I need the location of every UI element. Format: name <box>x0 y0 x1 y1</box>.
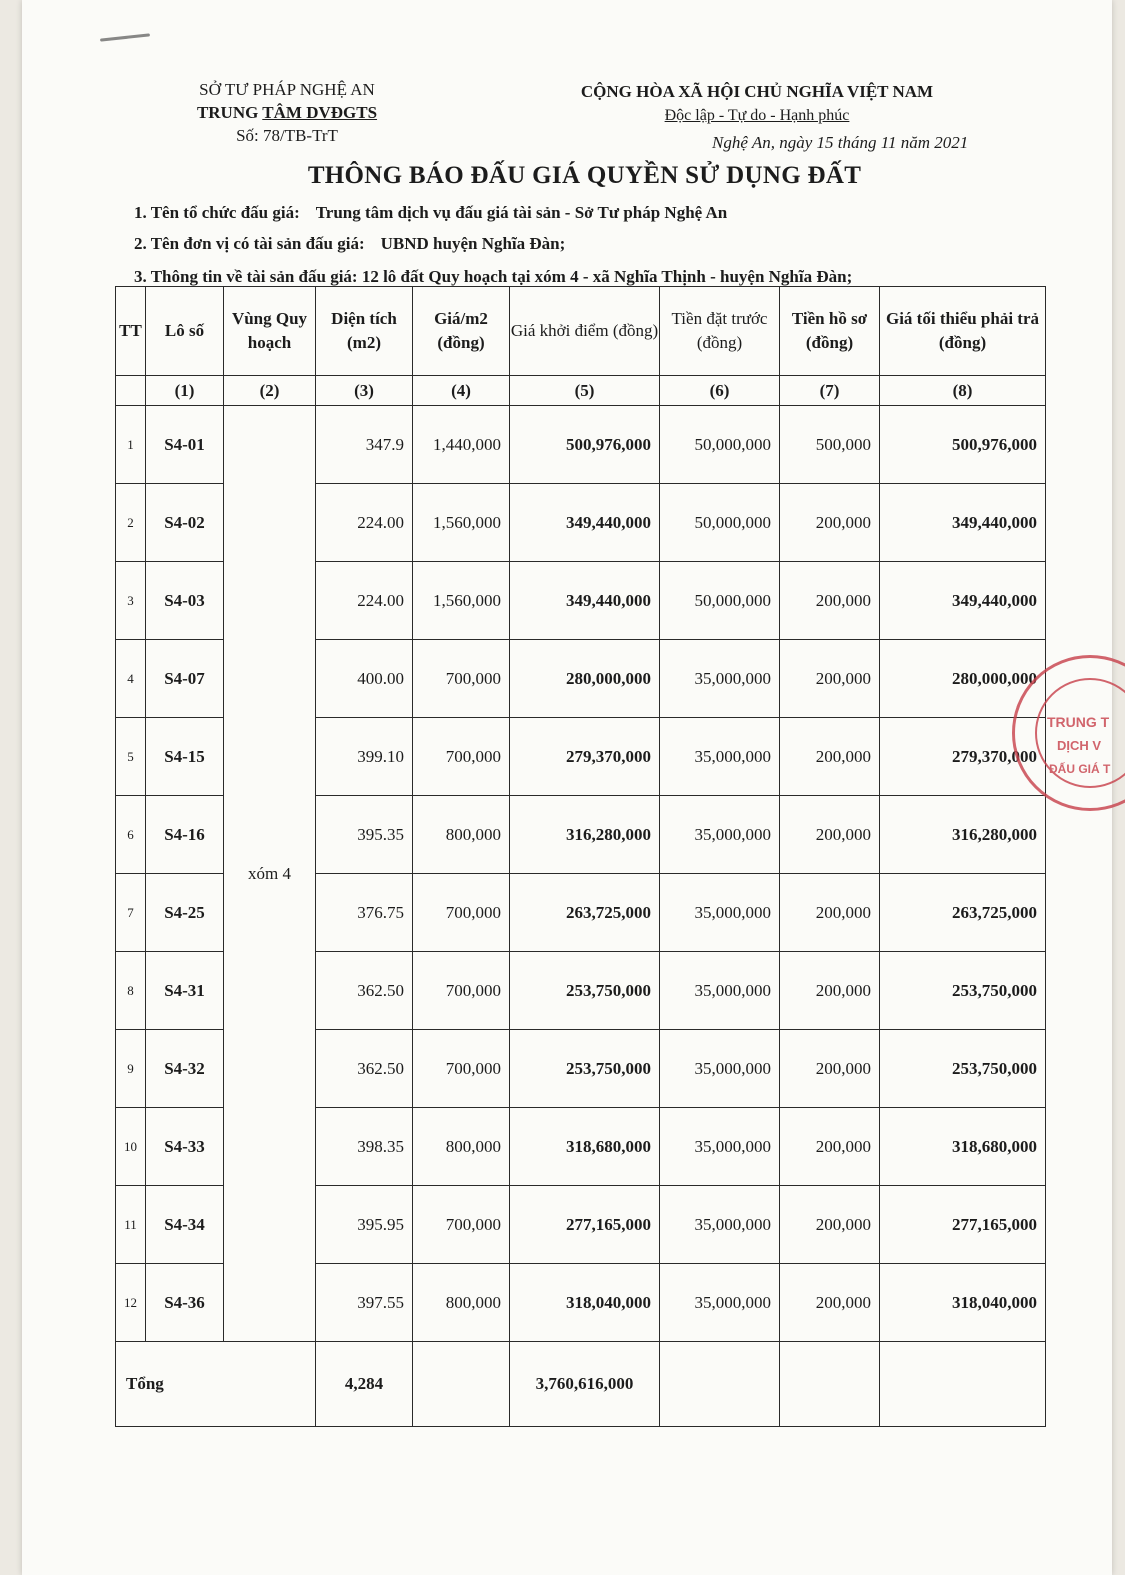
total-empty-cell <box>413 1342 510 1427</box>
min-price-cell: 280,000,000 <box>880 640 1046 718</box>
header-cell: Vùng Quy hoạch <box>224 287 316 376</box>
row-number-cell: 8 <box>116 952 146 1030</box>
min-price-cell: 318,680,000 <box>880 1108 1046 1186</box>
total-label: Tổng <box>116 1342 316 1427</box>
row-number-cell: 9 <box>116 1030 146 1108</box>
fee-cell: 200,000 <box>780 1186 880 1264</box>
doc-number: Số: 78/TB-TrT <box>236 126 338 145</box>
row-number-cell: 10 <box>116 1108 146 1186</box>
deposit-cell: 50,000,000 <box>660 406 780 484</box>
lot-cell: S4-03 <box>146 562 224 640</box>
table-body <box>116 406 1046 1342</box>
column-number-cell: (2) <box>224 376 316 406</box>
header-cell: Tiền đặt trước (đồng) <box>660 287 780 376</box>
info-line-2: 2. Tên đơn vị có tài sản đấu giá: UBND huyện Nghĩa Đàn; <box>134 234 566 253</box>
min-price-cell: 316,280,000 <box>880 796 1046 874</box>
row-number-cell: 2 <box>116 484 146 562</box>
total-start-price: 3,760,616,000 <box>510 1342 660 1427</box>
row-number-cell: 12 <box>116 1264 146 1342</box>
deposit-cell: 35,000,000 <box>660 796 780 874</box>
lot-cell: S4-25 <box>146 874 224 952</box>
price-m2-cell: 700,000 <box>413 1186 510 1264</box>
min-price-cell: 253,750,000 <box>880 1030 1046 1108</box>
start-price-cell: 318,680,000 <box>510 1108 660 1186</box>
stamp-text: TRUNG T <box>1047 714 1110 730</box>
column-number-cell: (6) <box>660 376 780 406</box>
deposit-cell: 35,000,000 <box>660 718 780 796</box>
fee-cell: 200,000 <box>780 796 880 874</box>
row-number-cell: 1 <box>116 406 146 484</box>
start-price-cell: 277,165,000 <box>510 1186 660 1264</box>
price-m2-cell: 800,000 <box>413 796 510 874</box>
row-number-cell: 4 <box>116 640 146 718</box>
start-price-cell: 279,370,000 <box>510 718 660 796</box>
header-cell: Giá khởi điểm (đồng) <box>510 287 660 376</box>
start-price-cell: 280,000,000 <box>510 640 660 718</box>
price-m2-cell: 700,000 <box>413 640 510 718</box>
fee-cell: 500,000 <box>780 406 880 484</box>
area-cell: 400.00 <box>316 640 413 718</box>
area-cell: 362.50 <box>316 1030 413 1108</box>
price-m2-cell: 700,000 <box>413 952 510 1030</box>
fee-cell: 200,000 <box>780 1030 880 1108</box>
deposit-cell: 35,000,000 <box>660 1186 780 1264</box>
area-cell: 224.00 <box>316 562 413 640</box>
info-line-3: 3. Thông tin về tài sản đấu giá: 12 lô đất Quy hoạch tại xóm 4 - xã Nghĩa Thịnh - huyện Nghĩa Đàn; <box>134 267 853 286</box>
stamp-text: DỊCH V <box>1057 738 1102 753</box>
header-cell: Lô số <box>146 287 224 376</box>
column-number-cell: (8) <box>880 376 1046 406</box>
area-cell: 397.55 <box>316 1264 413 1342</box>
start-price-cell: 253,750,000 <box>510 1030 660 1108</box>
column-number-cell: (7) <box>780 376 880 406</box>
min-price-cell: 279,370,000 <box>880 718 1046 796</box>
header-cell: Tiền hồ sơ (đồng) <box>780 287 880 376</box>
total-row <box>116 1342 1046 1427</box>
lot-cell: S4-31 <box>146 952 224 1030</box>
deposit-cell: 50,000,000 <box>660 484 780 562</box>
deposit-cell: 35,000,000 <box>660 640 780 718</box>
agency-block <box>187 78 387 147</box>
fee-cell: 200,000 <box>780 1264 880 1342</box>
price-m2-cell: 1,560,000 <box>413 562 510 640</box>
document-title: THÔNG BÁO ĐẤU GIÁ QUYỀN SỬ DỤNG ĐẤT <box>307 162 862 189</box>
column-number-cell: (1) <box>146 376 224 406</box>
column-number-cell: (4) <box>413 376 510 406</box>
total-empty-cell <box>660 1342 780 1427</box>
price-m2-cell: 700,000 <box>413 874 510 952</box>
header-cell: TT <box>116 287 146 376</box>
min-price-cell: 349,440,000 <box>880 562 1046 640</box>
start-price-cell: 349,440,000 <box>510 562 660 640</box>
stamp-text: ĐẤU GIÁ T <box>1049 762 1111 776</box>
start-price-cell: 349,440,000 <box>510 484 660 562</box>
pen-mark <box>100 33 150 41</box>
fee-cell: 200,000 <box>780 562 880 640</box>
fee-cell: 200,000 <box>780 640 880 718</box>
zone-cell: xóm 4 <box>224 406 316 1342</box>
fee-cell: 200,000 <box>780 484 880 562</box>
total-empty-cell <box>780 1342 880 1427</box>
table-header-row <box>116 287 1046 376</box>
deposit-cell: 35,000,000 <box>660 1264 780 1342</box>
agency-parent: SỞ TƯ PHÁP NGHỆ AN <box>199 80 375 99</box>
dateline: Nghệ An, ngày 15 tháng 11 năm 2021 <box>712 133 969 152</box>
area-cell: 376.75 <box>316 874 413 952</box>
lot-cell: S4-36 <box>146 1264 224 1342</box>
total-area: 4,284 <box>316 1342 413 1427</box>
price-m2-cell: 1,560,000 <box>413 484 510 562</box>
table-row <box>116 406 1046 484</box>
deposit-cell: 35,000,000 <box>660 1108 780 1186</box>
price-m2-cell: 1,440,000 <box>413 406 510 484</box>
area-cell: 362.50 <box>316 952 413 1030</box>
area-cell: 224.00 <box>316 484 413 562</box>
price-m2-cell: 800,000 <box>413 1264 510 1342</box>
row-number-cell: 5 <box>116 718 146 796</box>
fee-cell: 200,000 <box>780 1108 880 1186</box>
min-price-cell: 500,976,000 <box>880 406 1046 484</box>
row-number-cell: 7 <box>116 874 146 952</box>
total-empty-cell <box>880 1342 1046 1427</box>
row-number-cell: 6 <box>116 796 146 874</box>
row-number-cell: 3 <box>116 562 146 640</box>
fee-cell: 200,000 <box>780 718 880 796</box>
lot-cell: S4-02 <box>146 484 224 562</box>
fee-cell: 200,000 <box>780 874 880 952</box>
column-number-cell: (5) <box>510 376 660 406</box>
lot-cell: S4-33 <box>146 1108 224 1186</box>
min-price-cell: 318,040,000 <box>880 1264 1046 1342</box>
motto: Độc lập - Tự do - Hạnh phúc <box>664 107 850 124</box>
fee-cell: 200,000 <box>780 952 880 1030</box>
area-cell: 398.35 <box>316 1108 413 1186</box>
deposit-cell: 35,000,000 <box>660 874 780 952</box>
column-number-cell <box>116 376 146 406</box>
area-cell: 399.10 <box>316 718 413 796</box>
national-header <box>547 80 967 128</box>
lot-cell: S4-32 <box>146 1030 224 1108</box>
area-cell: 347.9 <box>316 406 413 484</box>
header-cell: Diện tích (m2) <box>316 287 413 376</box>
header-cell: Giá tối thiểu phải trả (đồng) <box>880 287 1046 376</box>
nation-title: CỘNG HÒA XÃ HỘI CHỦ NGHĨA VIỆT NAM <box>580 82 934 101</box>
min-price-cell: 349,440,000 <box>880 484 1046 562</box>
area-cell: 395.35 <box>316 796 413 874</box>
start-price-cell: 318,040,000 <box>510 1264 660 1342</box>
row-number-cell: 11 <box>116 1186 146 1264</box>
min-price-cell: 253,750,000 <box>880 952 1046 1030</box>
header-cell: Giá/m2 (đồng) <box>413 287 510 376</box>
info-line-1: 1. Tên tổ chức đấu giá: Trung tâm dịch vụ đấu giá tài sản - Sở Tư pháp Nghệ An <box>134 203 728 222</box>
min-price-cell: 277,165,000 <box>880 1186 1046 1264</box>
price-m2-cell: 700,000 <box>413 1030 510 1108</box>
lot-cell: S4-34 <box>146 1186 224 1264</box>
lot-cell: S4-07 <box>146 640 224 718</box>
deposit-cell: 35,000,000 <box>660 1030 780 1108</box>
price-m2-cell: 800,000 <box>413 1108 510 1186</box>
lot-cell: S4-16 <box>146 796 224 874</box>
deposit-cell: 50,000,000 <box>660 562 780 640</box>
area-cell: 395.95 <box>316 1186 413 1264</box>
lot-cell: S4-15 <box>146 718 224 796</box>
deposit-cell: 35,000,000 <box>660 952 780 1030</box>
auction-table <box>115 286 1046 1427</box>
price-m2-cell: 700,000 <box>413 718 510 796</box>
start-price-cell: 500,976,000 <box>510 406 660 484</box>
lot-cell: S4-01 <box>146 406 224 484</box>
column-number-row <box>116 376 1046 406</box>
start-price-cell: 263,725,000 <box>510 874 660 952</box>
min-price-cell: 263,725,000 <box>880 874 1046 952</box>
column-number-cell: (3) <box>316 376 413 406</box>
agency-name: TRUNG TÂM DVĐGTS <box>196 103 378 122</box>
start-price-cell: 253,750,000 <box>510 952 660 1030</box>
start-price-cell: 316,280,000 <box>510 796 660 874</box>
